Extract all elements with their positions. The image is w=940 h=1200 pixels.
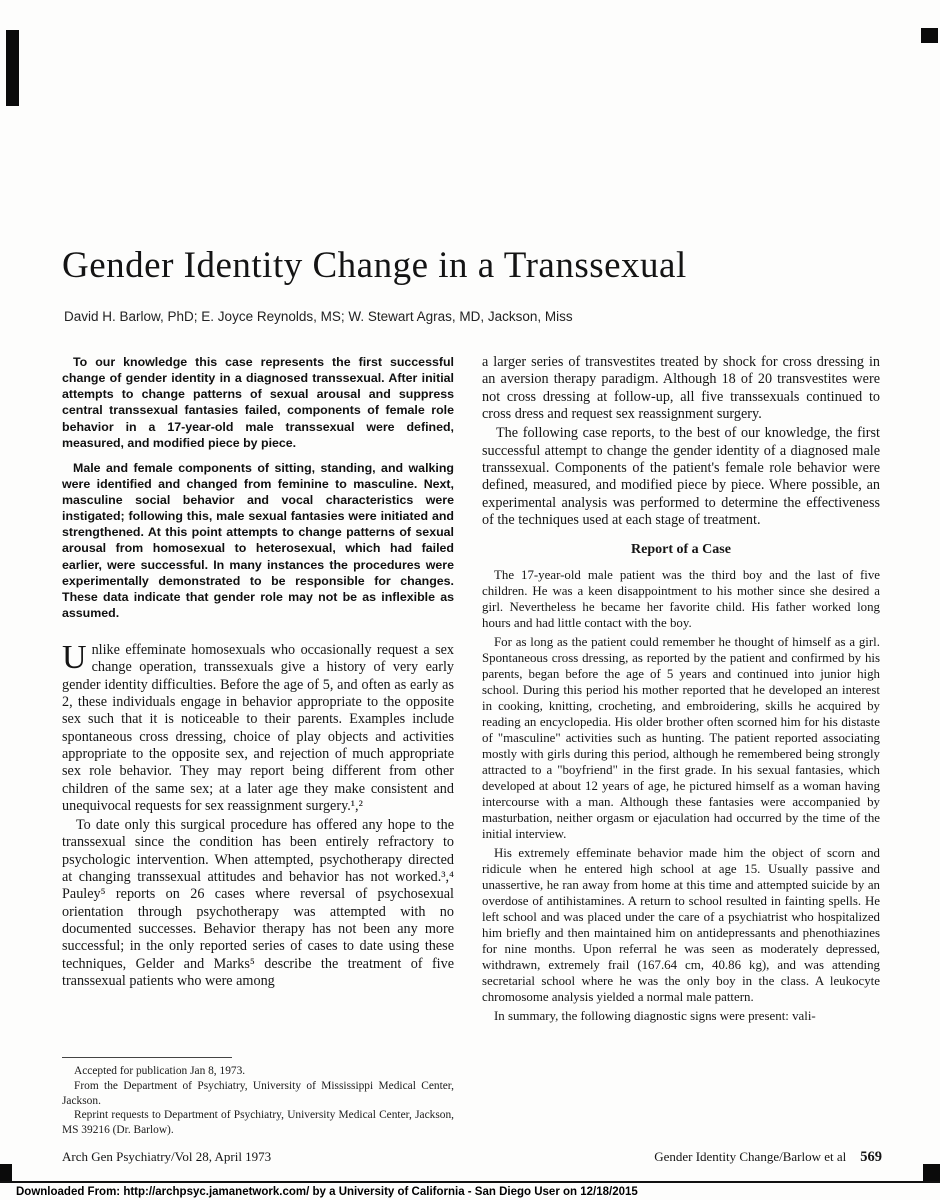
drop-cap: U (62, 639, 87, 676)
article-authors: David H. Barlow, PhD; E. Joyce Reynolds, MS; W. Stewart Agras, MD, Jackson, Miss (64, 309, 573, 324)
footnote: From the Department of Psychiatry, University of Mississippi Medical Center, Jackson. (62, 1079, 454, 1107)
scan-artifact-top-left (6, 30, 19, 106)
footer-right-group (654, 1149, 882, 1166)
footer-page-number: 569 (860, 1149, 882, 1165)
case-paragraph: In summary, the following diagnostic signs were present: vali- (494, 1009, 816, 1024)
case-paragraph: His extremely effeminate behavior made him the object of scorn and ridicule when he entered high school at age 15. Usually passive and unassertive, he ran away from home at this time and attempted suicide by an overdose of antihistamines. A return to school resulted in fainting spells. He left school and was placed under the care of a psychiatrist who hospitalized him briefly and then maintained him on antidepressants and phenothiazines for nine months. Upon referral he was seen as moderately depressed, withdrawn, extremely frail (167.64 cm, 40.86 kg), and was attending secretarial school where he was the only boy in the class. A leukocyte chromosome analysis yielded a normal male pattern. (482, 846, 880, 1005)
section-heading-report-of-a-case: Report of a Case (631, 542, 731, 558)
intro-body (62, 639, 454, 992)
intro-paragraph-text: nlike effeminate homosexuals who occasionally request a sex change operation, transsexuals give a history of very early gender identity difficulties. Before the age of 5, and often as early as 2, these individuals engage in behavior appropriate to the opposite sex such that it is noticeable to their parents. Examples include spontaneous cross dressing, choice of play objects and activities appropriate to the opposite sex, and rejection of much appropriate sex role behavior. They may report being different from other children of the same sex; at a later age they make consistent and unequivocal requests for sex reassignment surgery.¹,² (62, 642, 454, 814)
footer-journal-line: Arch Gen Psychiatry/Vol 28, April 1973 (62, 1149, 272, 1164)
abstract-paragraph: Male and female components of sitting, standing, and walking were identified and changed from feminine to masculine. Next, masculine social behavior and vocal characteristics were instigated; following this, male sexual fantasies were initiated and strengthened. At this point attempts to change patterns of sexual arousal from homosexual to heterosexual, which had failed earlier, were successful. In many instances the procedures were experimentally demonstrated to be responsible for changes. These data indicate that gender role may not be as inflexible as assumed. (62, 460, 454, 620)
intro-paragraph: To date only this surgical procedure has offered any hope to the transsexual since the condition has been entirely refractory to psychologic intervention. When attempted, psychotherapy directed at changing transsexual attitudes and behavior has not worked.³,⁴ Pauley⁵ reports on 26 cases where reversal of psychosexual orientation through psychotherapy was attempted with no documented successes. Behavior therapy has not been any more successful; in the only reported series of cases to date using these techniques, Gelder and Marks⁵ describe the treatment of five transsexual patients who were among (62, 817, 454, 989)
page-content (62, 244, 880, 1138)
footnote-rule (62, 1057, 232, 1058)
footnote-block (62, 1057, 454, 1138)
download-provenance-bar (0, 1181, 940, 1200)
case-paragraph: For as long as the patient could remember he thought of himself as a girl. Spontaneous cross dressing, as reported by the patient and confirmed by his parents, began before the age of 5 years and continued into junior high school. During this period his mother reported that he developed an interest in cooking, knitting, crocheting, and embroidering, skills he acquired by reading an encyclopedia. His older brother often scorned him for his distaste of "masculine" activities such as hunting. The patient reported associating mostly with girls during this period, although he remembered being strongly attracted to a "boyfriend" in the first grade. In his sexual fantasies, which developed at about 12 years of age, he pictured himself as a woman having intercourse with a man. Although these fantasies were accompanied by masturbation, neither orgasm or ejaculation had occurred by the time of the initial interview. (482, 635, 880, 842)
download-note-text: Downloaded From: http://archpsyc.jamanetwork.com/ by a University of California - San Diego User on 12/18/2015 (16, 1185, 638, 1198)
intro-paragraph-dropcap (62, 639, 454, 815)
footnote: Reprint requests to Department of Psychiatry, University Medical Center, Jackson, MS 39216 (Dr. Barlow). (62, 1109, 454, 1137)
footnote: Accepted for publication Jan 8, 1973. (74, 1064, 246, 1077)
intro-continuation (482, 354, 880, 529)
case-report-block (482, 567, 880, 1024)
left-column (62, 354, 454, 1138)
page-footer (62, 1149, 882, 1166)
case-paragraph: The 17-year-old male patient was the third boy and the last of five children. He was a keen disappointment to his mother since she desired a girl. Nevertheless he became her favorite child. His father worked long hours and had little contact with the boy. (482, 568, 880, 631)
two-column-layout (62, 354, 880, 1138)
scan-artifact-top-right (921, 28, 938, 43)
abstract-paragraph: To our knowledge this case represents the first successful change of gender identity in a diagnosed transsexual. After initial attempts to change patterns of sexual arousal and suppress central transsexual fantasies failed, components of female role behavior in a 17-year-old male transsexual were defined, measured, and modified piece by piece. (62, 355, 454, 450)
right-column (482, 354, 880, 1138)
footer-running-head: Gender Identity Change/Barlow et al (654, 1149, 847, 1164)
article-title: Gender Identity Change in a Transsexual (62, 245, 687, 286)
abstract-block (62, 354, 454, 630)
body-paragraph: The following case reports, to the best of our knowledge, the first successful attempt to change the gender identity of a diagnosed male transsexual. Components of the patient's female role behavior were defined, measured, and modified piece by piece. Where possible, an experimental analysis was performed to determine the effectiveness of the techniques used at each stage of treatment. (482, 425, 880, 528)
body-paragraph: a larger series of transvestites treated by shock for cross dressing in an aversion therapy paradigm. Although 18 of 20 transvestites were not cross dressing at follow-up, all five transsexuals continued to cross dress and request sex reassignment surgery. (482, 354, 880, 422)
